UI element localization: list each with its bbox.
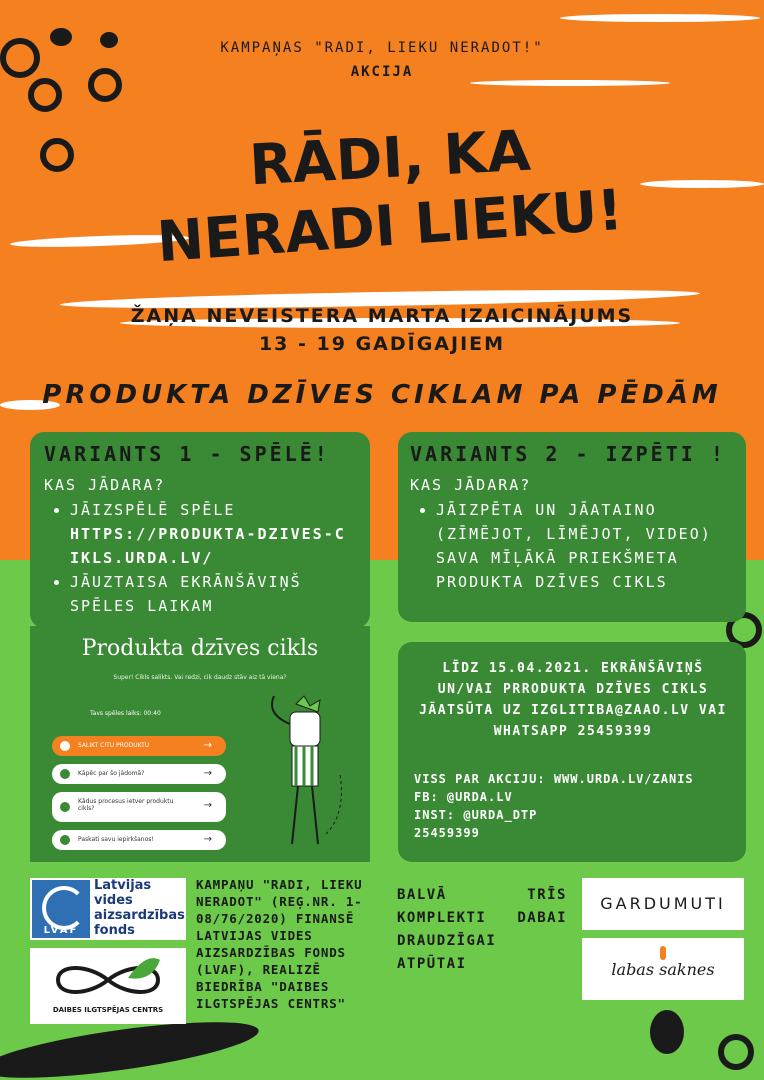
gear-icon [60,802,70,812]
brush-stroke [560,14,760,22]
lvaf-name-line: fonds [94,923,135,938]
screenshot-button[interactable] [52,830,226,850]
title-line-2: NERADI LIEKU! [154,177,625,276]
screenshot-button[interactable] [52,764,226,784]
lvaf-abbr: LVAF [43,925,79,936]
arrow-right-icon: → [203,834,212,845]
variant-2-list [410,498,734,594]
phone-number: 25459399 [414,826,480,840]
brush-stroke [640,180,764,188]
screenshot-button[interactable] [52,736,226,756]
subtitle-line-2: 13 - 19 GADĪGAJIEM [258,333,506,355]
instagram-link[interactable]: INST: @URDA_DTP [414,808,538,822]
gardumuti-logo [582,878,744,930]
variant-1-question: KAS JĀDARA? [44,476,166,494]
deadline-text: LĪDZ 15.04.2021. EKRĀNŠĀVIŅŠ UN/VAI PRRODUKTA DZĪVES CIKLS JĀATSŪTA UZ IZGLITIBA@ZAAO.LV VAI WHATSAPP 25459399 [419,661,727,739]
infinity-leaf-icon [48,956,168,1000]
game-link[interactable]: HTTPS://PRODUKTA-DZIVES-CIKLS.URDA.LV/ [70,525,346,567]
variant-1-card [30,432,370,628]
button-label: Kāpēc par šo jādomā? [78,770,145,777]
campaign-line: KAMPAŅAS "RADI, LIEKU NERADOT!" [220,40,544,56]
prize-text: BALVĀ TRĪS KOMPLEKTI DABAI DRAUDZĪGAI ATPŪTAI [397,887,567,972]
carrot-icon [660,946,666,960]
screenshot-subtitle: Super! Cikls salikts. Vai redzi, cik daudz stāv aiz tā viena? [113,674,287,681]
button-label: Paskati savu iepirkšanos! [78,836,154,843]
variant-1-heading: VARIANTS 1 - SPĒLĒ! [44,442,330,466]
title-line-1: RĀDI, KA [247,118,533,199]
game-screenshot [30,626,370,862]
contacts [414,770,694,842]
lvaf-name-line: vides [94,893,133,908]
subtitle-line-1: ŽAŅA NEVEISTERA MARTA IZAICINĀJUMS [130,305,634,327]
daibes-logo [30,948,186,1024]
variant-2-card [398,432,746,622]
facebook-link[interactable]: FB: @URDA.LV [414,790,513,804]
cart-icon [60,741,70,751]
arrow-right-icon: → [203,740,212,751]
website-link[interactable]: VISS PAR AKCIJU: WWW.URDA.LV/ZANIS [414,772,694,786]
daibes-name: DAIBES ILGTSPĒJAS CENTRS [52,1006,164,1014]
lvaf-name [94,878,185,938]
decor-ring [718,1034,754,1070]
labas-saknes-logo [582,938,744,1000]
variant-1-item-1: JĀIZSPĒLĒ SPĒLE [70,501,236,519]
variant-2-question: KAS JĀDARA? [410,476,532,494]
list-item [70,498,356,570]
wave-icon [42,886,86,930]
screenshot-timer: Tavs spēles laiks: 00:40 [90,710,161,717]
funding-text: KAMPAŅU "RADI, LIEKU NERADOT" (REĢ.NR. 1-08/76/2020) FINANSĒ LATVIJAS VIDES AIZSARDZĪBAS FONDS (LVAF), REALIZĒ BIEDRĪBA "DAIBES ILGTSPĒJAS CENTRS" [196,877,363,1011]
decor-ring [28,78,62,112]
arrow-right-icon: → [203,800,212,811]
list-item: • JĀIZPĒTA UN JĀATAINO (ZĪMĒJOT, LĪMĒJOT, VIDEO) SAVA MĪĻĀKĀ PRIEKŠMETA PRODUKTA DZĪVES CIKLS [436,498,734,594]
action-line: AKCIJA [350,64,414,80]
character-illustration [256,694,356,854]
list-item: • JĀUZTAISA EKRĀNŠĀVIŅŠ SPĒLES LAIKAM [70,570,356,618]
button-label: SALIKT CITU PRODUKTU [78,742,150,749]
screenshot-button[interactable] [52,792,226,822]
gardumuti-name: GARDUMUTI [600,894,726,913]
brush-stroke [470,80,670,86]
button-label: Kādus procesus ietver produktu cikls? [78,798,174,812]
variant-1-list [44,498,356,618]
info-card [398,642,746,862]
decor-blob [650,1010,684,1054]
lead-heading: PRODUKTA DZĪVES CIKLAM PA PĒDĀM [42,380,722,410]
lvaf-logo [30,878,186,940]
decor-ring [40,138,74,172]
arrow-right-icon: → [203,768,212,779]
list-icon [60,835,70,845]
labas-saknes-name: labas saknes [611,960,715,979]
lvaf-emblem [32,880,90,938]
variant-2-heading: VARIANTS 2 - IZPĒTI ! [410,442,726,466]
question-icon [60,769,70,779]
lvaf-name-line: Latvijas [94,878,152,893]
screenshot-title: Produkta dzīves cikls [81,636,319,661]
lvaf-name-line: aizsardzības [94,908,185,923]
